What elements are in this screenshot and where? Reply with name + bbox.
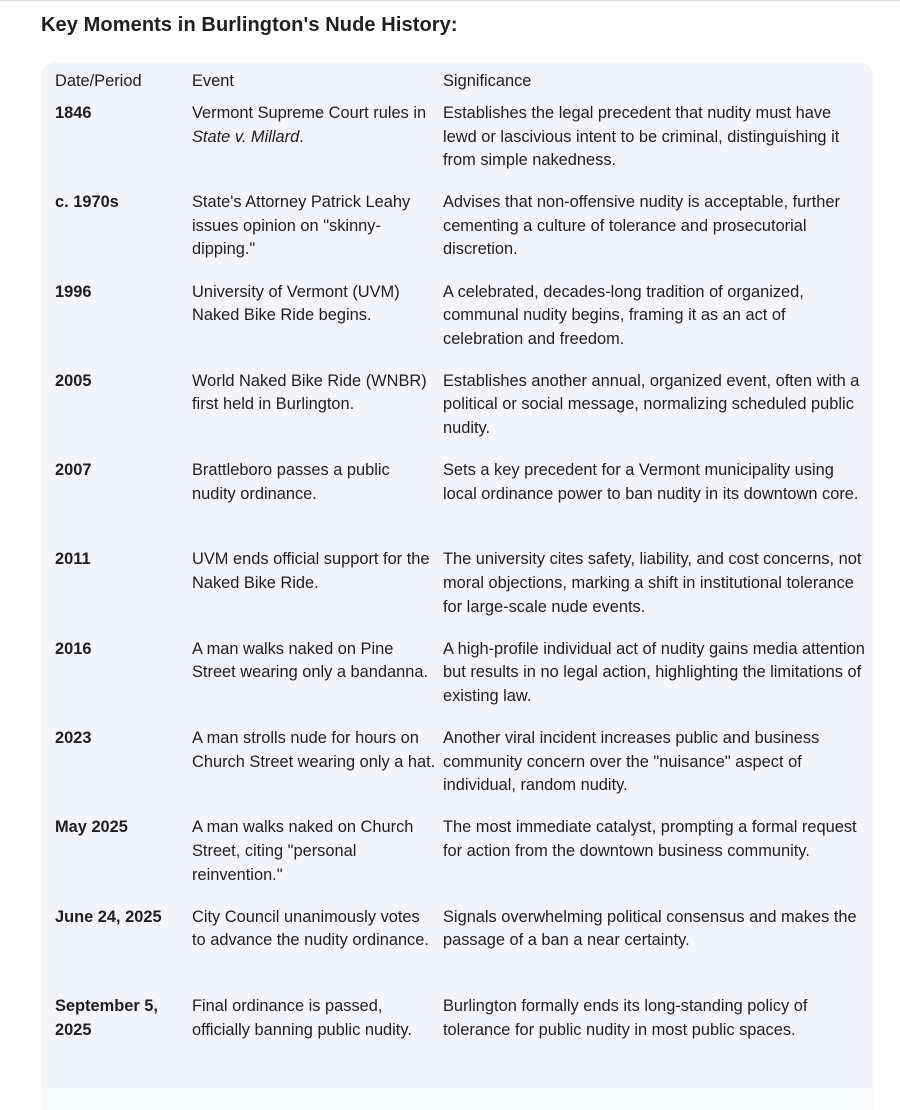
row-event: A man walks naked on Church Street, citing "personal reinvention." <box>192 818 414 884</box>
row-significance: A celebrated, decades-long tradition of organized, communal nudity begins, framing it as an act of celebration and freedom. <box>443 282 804 348</box>
row-date: 1996 <box>55 282 92 301</box>
row-date: 2023 <box>55 729 92 748</box>
row-event: Vermont Supreme Court rules in State v. Millard. <box>192 104 427 146</box>
table-row <box>55 548 862 637</box>
row-event: University of Vermont (UVM) Naked Bike Ride begins. <box>192 282 400 325</box>
row-significance: Burlington formally ends its long-standing policy of tolerance for public nudity in most public spaces. <box>443 996 808 1039</box>
row-event: A man strolls nude for hours on Church Street wearing only a hat. <box>192 729 436 771</box>
row-significance: Sets a key precedent for a Vermont municipality using local ordinance power to ban nudity in its downtown core. <box>443 461 859 503</box>
row-date: c. 1970s <box>55 193 119 212</box>
table-row <box>55 727 859 816</box>
row-significance: Another viral incident increases public and business community concern over the "nuisance" aspect of individual, random nudity. <box>443 729 820 795</box>
history-table <box>41 62 873 1088</box>
table-header-row <box>55 62 859 102</box>
table-row <box>55 816 859 905</box>
row-significance: Establishes the legal precedent that nudity must have lewd or lascivious intent to be criminal, distinguishing it from simple nakedness. <box>443 104 840 170</box>
table-row <box>55 459 859 548</box>
row-date: 2007 <box>55 461 92 480</box>
row-significance: Signals overwhelming political consensus and makes the passage of a ban a near certainty. <box>443 907 857 950</box>
table-row <box>55 906 859 995</box>
column-header-date: Date/Period <box>55 72 142 90</box>
row-date: 2005 <box>55 371 92 390</box>
section-heading: Key Moments in Burlington's Nude History: <box>41 14 458 36</box>
row-date: May 2025 <box>55 818 128 837</box>
row-date: 1846 <box>55 104 92 122</box>
row-significance: Advises that non-offensive nudity is acceptable, further cementing a culture of tolerance and prosecutorial discretion. <box>443 193 840 259</box>
top-divider <box>0 0 900 1</box>
column-header-significance: Significance <box>443 72 532 90</box>
row-event: Final ordinance is passed, officially banning public nudity. <box>192 996 412 1039</box>
table-row <box>55 370 859 459</box>
row-significance: Establishes another annual, organized event, often with a political or social message, normalizing scheduled public nudity. <box>443 371 860 438</box>
row-event: City Council unanimously votes to advance the nudity ordinance. <box>192 907 429 950</box>
column-header-event: Event <box>192 72 234 90</box>
row-event: A man walks naked on Pine Street wearing only a bandanna. <box>192 639 429 682</box>
row-significance: The university cites safety, liability, and cost concerns, not moral objections, marking a shift in institutional tolerance for large-scale nude events. <box>443 550 862 616</box>
row-event: UVM ends official support for the Naked Bike Ride. <box>192 550 430 593</box>
table-bottom-edge <box>41 1088 873 1110</box>
table-row <box>55 191 859 280</box>
row-event: Brattleboro passes a public nudity ordinance. <box>192 461 390 503</box>
row-significance: The most immediate catalyst, prompting a formal request for action from the downtown business community. <box>443 818 857 860</box>
row-event: World Naked Bike Ride (WNBR) first held in Burlington. <box>192 371 427 414</box>
row-significance: A high-profile individual act of nudity gains media attention but results in no legal action, highlighting the limitations of existing law. <box>443 639 865 705</box>
row-date: September 5, 2025 <box>55 996 158 1039</box>
table-row <box>55 281 859 370</box>
case-name: State v. Millard <box>192 127 300 146</box>
table-row <box>55 638 865 727</box>
row-date: June 24, 2025 <box>55 907 162 926</box>
row-date: 2011 <box>55 550 91 569</box>
row-event: State's Attorney Patrick Leahy issues opinion on "skinny-dipping." <box>192 193 411 259</box>
row-date: 2016 <box>55 639 92 658</box>
table-row <box>55 995 859 1084</box>
table-row <box>55 102 859 191</box>
